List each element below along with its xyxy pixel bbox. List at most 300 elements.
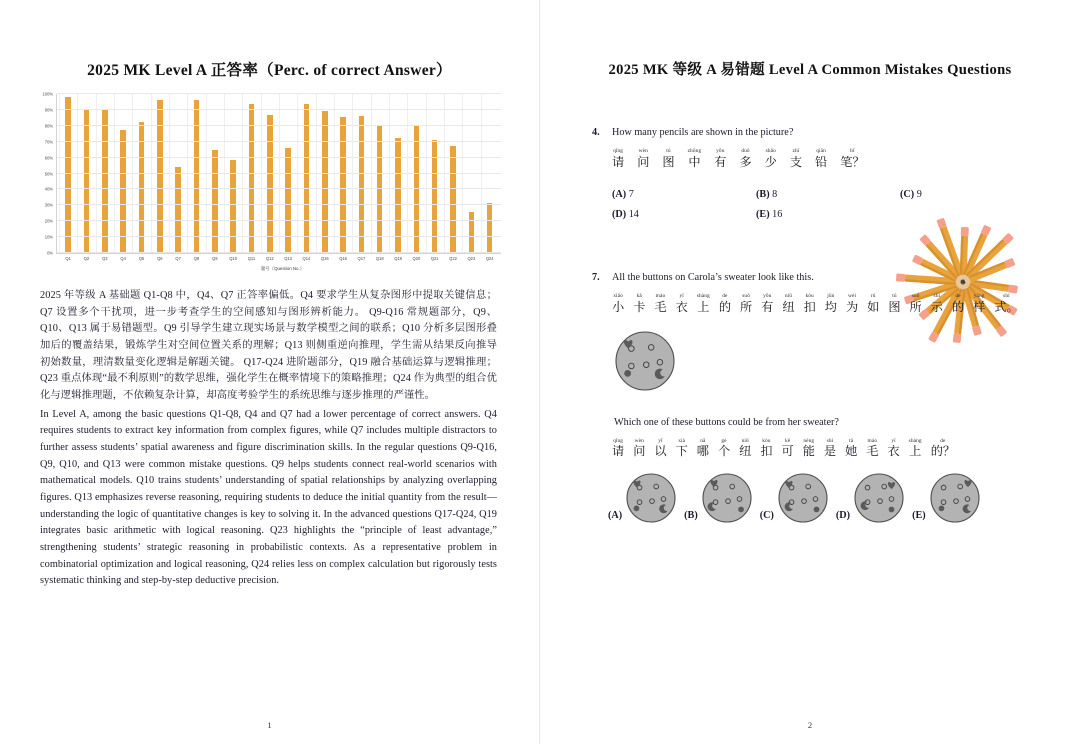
- question-7-choices-row: [608, 472, 1044, 524]
- sample-button-illustration-icon: [614, 330, 1044, 397]
- chart-plot-area: [42, 91, 501, 261]
- chart-bar-slot: [407, 94, 425, 261]
- chart-y-tick: 20%: [44, 218, 53, 224]
- hanzi-text: 衣: [887, 444, 900, 459]
- chart-x-tick: Q8: [193, 256, 200, 261]
- pinyin-text: niǔ: [784, 292, 793, 299]
- option-a-value: 7: [628, 188, 634, 200]
- pinyin-text: niǔ: [741, 437, 749, 444]
- pinyin-text: yī: [679, 292, 684, 299]
- option-c: [900, 189, 1044, 200]
- chart-vgridline: [114, 94, 115, 253]
- chart-vgridline: [426, 94, 427, 253]
- pinyin-text: kòu: [805, 292, 814, 299]
- hanzi-text: 笔？: [840, 154, 865, 169]
- chart-x-tick: Q17: [357, 256, 366, 261]
- chart-vgridline: [187, 94, 188, 253]
- pinyin-text: tú: [666, 148, 671, 154]
- pinyin-text: de: [722, 292, 728, 299]
- option-b-value: 8: [772, 188, 778, 200]
- chart-x-tick: Q16: [339, 256, 347, 261]
- hanzi-text: 请: [612, 154, 625, 169]
- pinyin-cell: [887, 439, 899, 459]
- chart-x-tick: Q1: [65, 256, 71, 261]
- chart-bar-slot: [462, 94, 480, 261]
- chart-correct-rate: [18, 91, 509, 272]
- chart-bar-slot: [352, 94, 370, 261]
- pinyin-cell: [612, 439, 624, 459]
- chart-bar: [102, 109, 108, 253]
- question-4: [592, 127, 1044, 220]
- chart-bar: [469, 212, 475, 253]
- chart-vgridline: [77, 94, 78, 253]
- page-number-right: 2: [807, 720, 813, 730]
- chart-bar-slot: [389, 94, 407, 261]
- pinyin-text: suǒ: [742, 292, 750, 299]
- chart-x-tick: Q21: [430, 256, 439, 261]
- chart-bar-slot: [481, 94, 499, 261]
- pinyin-text: xiǎo: [613, 292, 623, 299]
- chart-bar-slot: [114, 94, 132, 261]
- chart-bar: [212, 150, 218, 253]
- pinyin-cell: [803, 439, 815, 459]
- option-d: [612, 209, 756, 220]
- pinyin-cell: [760, 439, 772, 459]
- pinyin-text: shàng: [696, 292, 710, 299]
- question-4-prompt: How many pencils are shown in the picture?: [612, 127, 794, 138]
- pinyin-text: néng: [803, 437, 815, 444]
- pinyin-text: tú: [892, 292, 897, 299]
- chart-x-tick: Q19: [394, 256, 402, 261]
- chart-bar-slot: [169, 94, 187, 261]
- option-a-label: (A): [612, 188, 627, 200]
- pinyin-cell: [633, 294, 645, 314]
- pinyin-text: shì: [826, 437, 834, 444]
- chart-gridline: [57, 252, 501, 253]
- analysis-text: [40, 288, 497, 590]
- hanzi-text: 所: [740, 299, 753, 314]
- chart-gridline: [57, 93, 501, 94]
- option-b-label: (B): [756, 188, 770, 200]
- chart-vgridline: [151, 94, 152, 253]
- hanzi-text: 均: [824, 299, 837, 314]
- chart-y-tick: 100%: [42, 91, 53, 97]
- dot-icon: [814, 507, 820, 513]
- chart-x-tick: Q15: [320, 256, 329, 261]
- chart-x-tick: Q7: [175, 256, 181, 261]
- chart-vgridline: [224, 94, 225, 253]
- hanzi-text: 铅: [815, 154, 828, 169]
- chart-bar-slot: [59, 94, 77, 261]
- option-b: [756, 189, 900, 200]
- pinyin-text: yǐ: [658, 437, 663, 444]
- pinyin-cell: [910, 294, 922, 314]
- pinyin-text: xià: [678, 437, 686, 444]
- pinyin-cell: [952, 294, 964, 314]
- hanzi-text: 毛: [866, 444, 879, 459]
- chart-gridline: [57, 109, 501, 110]
- chart-vgridline: [96, 94, 97, 253]
- hanzi-text: 个: [717, 444, 731, 459]
- chart-y-tick: 50%: [44, 171, 53, 176]
- dot-icon: [634, 506, 640, 512]
- chart-y-tick: 90%: [44, 107, 53, 113]
- chart-gridline: [57, 141, 501, 142]
- question-7-heading: [592, 272, 1044, 283]
- chart-y-tick: 10%: [44, 234, 53, 240]
- pinyin-text: kòu: [762, 437, 771, 444]
- pinyin-cell: [739, 439, 751, 459]
- chart-bar: [285, 148, 291, 253]
- pinyin-text: tā: [849, 437, 854, 444]
- chart-x-tick: Q3: [102, 256, 108, 261]
- option-c-label: (C): [900, 188, 915, 200]
- answer-choice[interactable]: [684, 472, 753, 524]
- pinyin-text: shì: [933, 292, 941, 299]
- pinyin-cell: [654, 439, 666, 459]
- chart-bar-slot: [279, 94, 297, 261]
- hanzi-text: 是: [823, 444, 837, 459]
- pinyin-cell: [765, 149, 777, 169]
- chart-y-tick: 60%: [44, 155, 53, 161]
- chart-vgridline: [242, 94, 243, 253]
- pinyin-text: máo: [867, 437, 878, 444]
- chart-y-tick: 80%: [44, 123, 53, 129]
- pinyin-text: qǐng: [613, 148, 624, 154]
- pinyin-cell: [931, 294, 943, 314]
- chart-bar-slot: [224, 94, 242, 261]
- chart-bar-slot: [316, 94, 334, 261]
- hanzi-text: 上: [697, 299, 710, 314]
- hanzi-text: 图: [662, 154, 675, 169]
- page-title-right: 2025 MK 等级 A 易错题 Level A Common Mistakes Questions: [608, 62, 1012, 78]
- button-option-illustration-icon: [777, 472, 829, 524]
- chart-x-tick: Q20: [412, 256, 421, 261]
- button-option-illustration-icon: [853, 472, 905, 524]
- pinyin-text: kě: [784, 437, 791, 444]
- chart-bar-slot: [334, 94, 352, 261]
- pinyin-text: shì: [1003, 292, 1010, 299]
- dot-icon: [938, 506, 944, 512]
- chart-x-tick: Q10: [229, 256, 237, 261]
- pinyin-cell: [804, 294, 816, 314]
- pinyin-cell: [612, 149, 624, 169]
- chart-vgridline: [261, 94, 262, 253]
- chart-gridline: [57, 220, 501, 221]
- chart-bar: [359, 116, 365, 253]
- hanzi-text: 能: [802, 444, 815, 459]
- chart-bar: [340, 117, 346, 253]
- chart-vgridline: [444, 94, 445, 253]
- question-7-sub-prompt: Which one of these buttons could be from her sweater?: [614, 416, 839, 428]
- hanzi-text: 式。: [994, 299, 1019, 314]
- chart-bar-slot: [77, 94, 95, 261]
- button-body: [855, 474, 903, 522]
- chart-vgridline: [297, 94, 298, 253]
- chart-y-tick: 70%: [44, 139, 53, 145]
- option-e-value: 16: [772, 208, 783, 220]
- pinyin-text: yǒu: [716, 148, 725, 154]
- pinyin-cell: [824, 439, 836, 459]
- hanzi-text: 扣: [760, 444, 773, 459]
- pinyin-cell: [662, 149, 674, 169]
- hanzi-text: 所: [909, 299, 922, 314]
- chart-vgridline: [352, 94, 353, 253]
- pinyin-cell: [612, 294, 624, 314]
- hanzi-text: 如: [867, 299, 880, 314]
- pinyin-text: nǎ: [700, 437, 706, 444]
- chart-bars: [57, 94, 501, 261]
- pinyin-text: yàng: [973, 292, 985, 299]
- chart-vgridline: [334, 94, 335, 253]
- hanzi-text: 的？: [930, 444, 956, 459]
- page-number-left: 1: [267, 720, 272, 730]
- answer-choice[interactable]: [760, 472, 829, 524]
- pinyin-cell: [740, 294, 752, 314]
- answer-choice[interactable]: [836, 472, 905, 524]
- chart-bar: [322, 111, 328, 253]
- chart-vgridline: [59, 94, 60, 253]
- chart-vgridline: [462, 94, 463, 253]
- pinyin-cell: [846, 294, 858, 314]
- chart-bar: [84, 109, 90, 253]
- chart-x-tick: Q22: [449, 256, 457, 261]
- pinyin-cell: [825, 294, 837, 314]
- question-4-number: 4.: [592, 127, 600, 138]
- chart-x-tick: Q5: [138, 256, 145, 261]
- pinyin-text: wèn: [638, 148, 648, 154]
- hanzi-text: 有: [714, 154, 727, 169]
- pinyin-text: kǎ: [636, 292, 642, 299]
- hanzi-text: 中: [688, 154, 701, 169]
- question-7-prompt: All the buttons on Carola’s sweater look like this.: [612, 271, 814, 283]
- chart-x-tick: Q2: [83, 256, 90, 261]
- question-7-number: 7.: [592, 271, 600, 283]
- pinyin-text: suǒ: [911, 292, 920, 299]
- hanzi-text: 为: [845, 299, 859, 314]
- pinyin-cell: [633, 439, 645, 459]
- chart-bar-slot: [96, 94, 114, 261]
- hanzi-text: 扣: [803, 299, 816, 314]
- chart-bar: [487, 203, 493, 253]
- question-4-pinyin-row: [612, 149, 1044, 171]
- pinyin-text: bǐ: [850, 148, 855, 154]
- page-title-left: 2025 MK Level A 正答率（Perc. of correct Answer）: [87, 62, 452, 79]
- pinyin-cell: [676, 294, 688, 314]
- question-4-options-row-1: [612, 189, 1044, 200]
- chart-bar-slot: [261, 94, 279, 261]
- answer-choice-label: (B): [684, 510, 698, 522]
- chart-bar: [65, 97, 71, 253]
- button-option-illustration-icon: [929, 472, 981, 524]
- pinyin-cell: [714, 149, 726, 169]
- chart-x-tick: Q24: [485, 256, 494, 261]
- chart-bar: [194, 100, 200, 253]
- pinyin-text: duō: [741, 148, 750, 154]
- hanzi-text: 以: [654, 444, 667, 459]
- pinyin-text: gè: [721, 437, 727, 444]
- hanzi-text: 可: [781, 444, 794, 459]
- chart-bar: [120, 130, 126, 253]
- option-d-label: (D): [612, 208, 627, 220]
- pinyin-cell: [790, 149, 802, 169]
- pinyin-cell: [688, 149, 702, 169]
- chart-bar-slot: [242, 94, 260, 261]
- pinyin-cell: [840, 149, 864, 169]
- chart-y-tick: 40%: [44, 186, 53, 192]
- chart-x-tick: Q13: [284, 256, 292, 261]
- chart-gridline: [57, 236, 501, 237]
- pinyin-text: shàng: [908, 437, 922, 444]
- option-e-label: (E): [756, 208, 770, 220]
- chart-x-tick: Q11: [247, 256, 256, 261]
- answer-choice-label: (C): [759, 510, 774, 522]
- pinyin-text: wèn: [634, 437, 644, 444]
- chart-gridline: [57, 157, 501, 158]
- pinyin-text: yī: [891, 437, 896, 444]
- hanzi-text: 衣: [675, 299, 688, 314]
- answer-choice-label: (E): [912, 510, 926, 522]
- analysis-paragraph-english: In Level A, among the basic questions Q1-Q8, Q4 and Q7 had a lower percentage of correct answers. Q4 requires students to extract key information from complex figures, while Q7 includes multiple distractors to further assess students’ spatial awareness and figure discrimination skills. In the regular questions Q9-Q16, Q9, Q10, and Q13 were common mistake questions. Q9 helps students connect real-world scenarios with mathematical models. Q10 trains students’ understanding of spatial relationships by analyzing overlapping figures. Q13 emphasizes reverse reasoning, requiring students to deduce the initial quantity from the result—understanding the logic of quantitative changes is key to solving it. In the advanced questions Q17-Q24, Q19 integrates basic arithmetic with logical reasoning. Q23 highlights the “principle of least advantage,” strengthening students’ strategic reasoning in probabilistic contexts. As a representative problem in combinatorial optimization and logical reasoning, Q24 relies less on complex calculation but rigorously tests systematic thinking and step-by-step deductive precision.: [40, 408, 497, 587]
- pinyin-cell: [637, 149, 649, 169]
- hanzi-text: 纽: [739, 444, 752, 459]
- hanzi-text: 问: [637, 154, 650, 169]
- chart-vgridline: [407, 94, 408, 253]
- hanzi-text: 哪: [696, 444, 709, 459]
- pinyin-cell: [866, 439, 878, 459]
- chart-x-tick: Q9: [212, 256, 218, 261]
- hanzi-text: 多: [739, 154, 752, 169]
- pinyin-text: rú: [870, 292, 876, 299]
- question-7-sub-pinyin-row: [612, 439, 1044, 461]
- answer-choice[interactable]: [912, 472, 981, 524]
- pinyin-cell: [719, 294, 731, 314]
- chart-bar-slot: [297, 94, 315, 261]
- hanzi-text: 卡: [633, 299, 646, 314]
- hanzi-text: 上: [909, 444, 922, 459]
- pinyin-cell: [697, 294, 710, 314]
- pinyin-text: qiān: [816, 148, 826, 154]
- chart-bar-slot: [151, 94, 169, 261]
- answer-choice-label: (A): [608, 510, 623, 522]
- chart-vgridline: [389, 94, 390, 253]
- chart-vgridline: [371, 94, 372, 253]
- pinyin-text: de: [940, 437, 946, 444]
- pinyin-cell: [867, 294, 879, 314]
- question-4-heading: [592, 127, 1044, 138]
- chart-bar-slot: [132, 94, 150, 261]
- pinyin-text: wéi: [848, 292, 857, 299]
- pinyin-cell: [697, 439, 709, 459]
- chart-x-tick: Q18: [375, 256, 384, 261]
- pinyin-cell: [676, 439, 688, 459]
- hanzi-text: 示: [930, 299, 943, 314]
- pinyin-text: yǒu: [763, 292, 772, 299]
- hanzi-text: 下: [675, 444, 688, 459]
- pinyin-text: shǎo: [765, 148, 776, 154]
- hanzi-text: 她: [845, 444, 858, 459]
- dot-icon: [738, 507, 744, 513]
- chart-vgridline: [132, 94, 133, 253]
- chart-y-tick: 30%: [44, 202, 53, 208]
- analysis-paragraph-chinese: 2025 年等级 A 基础题 Q1-Q8 中，Q4、Q7 正答率偏低。Q4 要求学生从复杂图形中提取关键信息；Q7 设置多个干扰项，进一步考查学生的空间感知与图形辨析能力。 Q9-Q16 常规题部分，Q9、Q10、Q13 属于易错题型。Q9 引导学生建立现实场景与数学模型之间的联系；Q10 分析多层图形叠加后的覆盖结果，锻炼学生对空间位置关系的理解；Q13 则侧重逆向推理，学生需从结果反向推导初始数量，理清数量变化逻辑是解题关键。 Q17-Q24 进阶题部分，Q19 融合基础运算与逻辑推理；Q23 重点体现“最不利原则”的数学思维，强化学生在概率情境下的策略推理；Q24 作为典型的组合优化与逻辑推理题，不依赖复杂计算，却高度考验学生的系统思维与逐步推理的严谨性。: [40, 290, 497, 402]
- chart-gridline: [57, 125, 501, 126]
- pinyin-cell: [761, 294, 773, 314]
- pinyin-cell: [782, 294, 794, 314]
- chart-x-axis-label: 题号（Question No.）: [260, 266, 305, 271]
- chart-y-tick: 0%: [47, 250, 53, 256]
- hanzi-text: 小: [612, 299, 625, 314]
- chart-x-tick: Q6: [157, 256, 163, 261]
- hanzi-text: 毛: [654, 299, 667, 314]
- question-7-pinyin-row: [612, 294, 1044, 316]
- chart-bar-slot: [444, 94, 462, 261]
- pinyin-cell: [815, 149, 827, 169]
- chart-vgridline: [169, 94, 170, 253]
- button-option-illustration-icon: [625, 472, 677, 524]
- chart-gridline: [57, 204, 501, 205]
- pinyin-cell: [739, 149, 751, 169]
- chart-bar-slot: [187, 94, 205, 261]
- hanzi-text: 样: [973, 299, 986, 314]
- hanzi-text: 有: [761, 299, 774, 314]
- chart-x-tick: Q23: [467, 256, 476, 261]
- pinyin-cell: [888, 294, 900, 314]
- chart-bar-slot: [426, 94, 444, 261]
- chart-vgridline: [316, 94, 317, 253]
- hanzi-text: 问: [633, 444, 646, 459]
- chart-x-tick: Q4: [120, 256, 126, 261]
- pinyin-cell: [973, 294, 985, 314]
- button-option-illustration-icon: [701, 472, 753, 524]
- option-d-value: 14: [628, 208, 639, 220]
- chart-bar: [304, 104, 310, 253]
- pinyin-cell: [654, 294, 666, 314]
- dot-icon: [889, 507, 895, 513]
- pinyin-text: qǐng: [613, 437, 624, 444]
- chart-x-tick: Q12: [265, 256, 274, 261]
- pinyin-text: zhī: [792, 148, 800, 154]
- hanzi-text: 的: [951, 299, 965, 314]
- page-right: [540, 0, 1080, 744]
- chart-gridline: [57, 173, 501, 174]
- dot-icon: [624, 369, 631, 376]
- hanzi-text: 少: [764, 154, 777, 169]
- button-body: [931, 474, 979, 522]
- chart-bar: [267, 115, 273, 253]
- pinyin-text: máo: [655, 292, 666, 299]
- question-7: [592, 272, 1044, 525]
- chart-gridline: [57, 188, 501, 189]
- hanzi-text: 的: [718, 299, 732, 314]
- chart-bar-slot: [206, 94, 224, 261]
- chart-vgridline: [206, 94, 207, 253]
- pinyin-cell: [931, 439, 955, 459]
- pencil-part: [961, 227, 969, 236]
- pinyin-text: de: [955, 292, 961, 299]
- hanzi-text: 纽: [782, 299, 795, 314]
- chart-x-tick: Q14: [302, 256, 311, 261]
- chart-bar-slot: [371, 94, 389, 261]
- answer-choice[interactable]: [608, 472, 677, 524]
- chart-bar: [230, 160, 236, 253]
- chart-bar: [175, 167, 181, 253]
- option-c-value: 9: [916, 188, 922, 200]
- chart-vgridline: [481, 94, 482, 253]
- chart-bar: [249, 104, 255, 253]
- chart-bar: [157, 100, 163, 253]
- option-e: [756, 209, 900, 220]
